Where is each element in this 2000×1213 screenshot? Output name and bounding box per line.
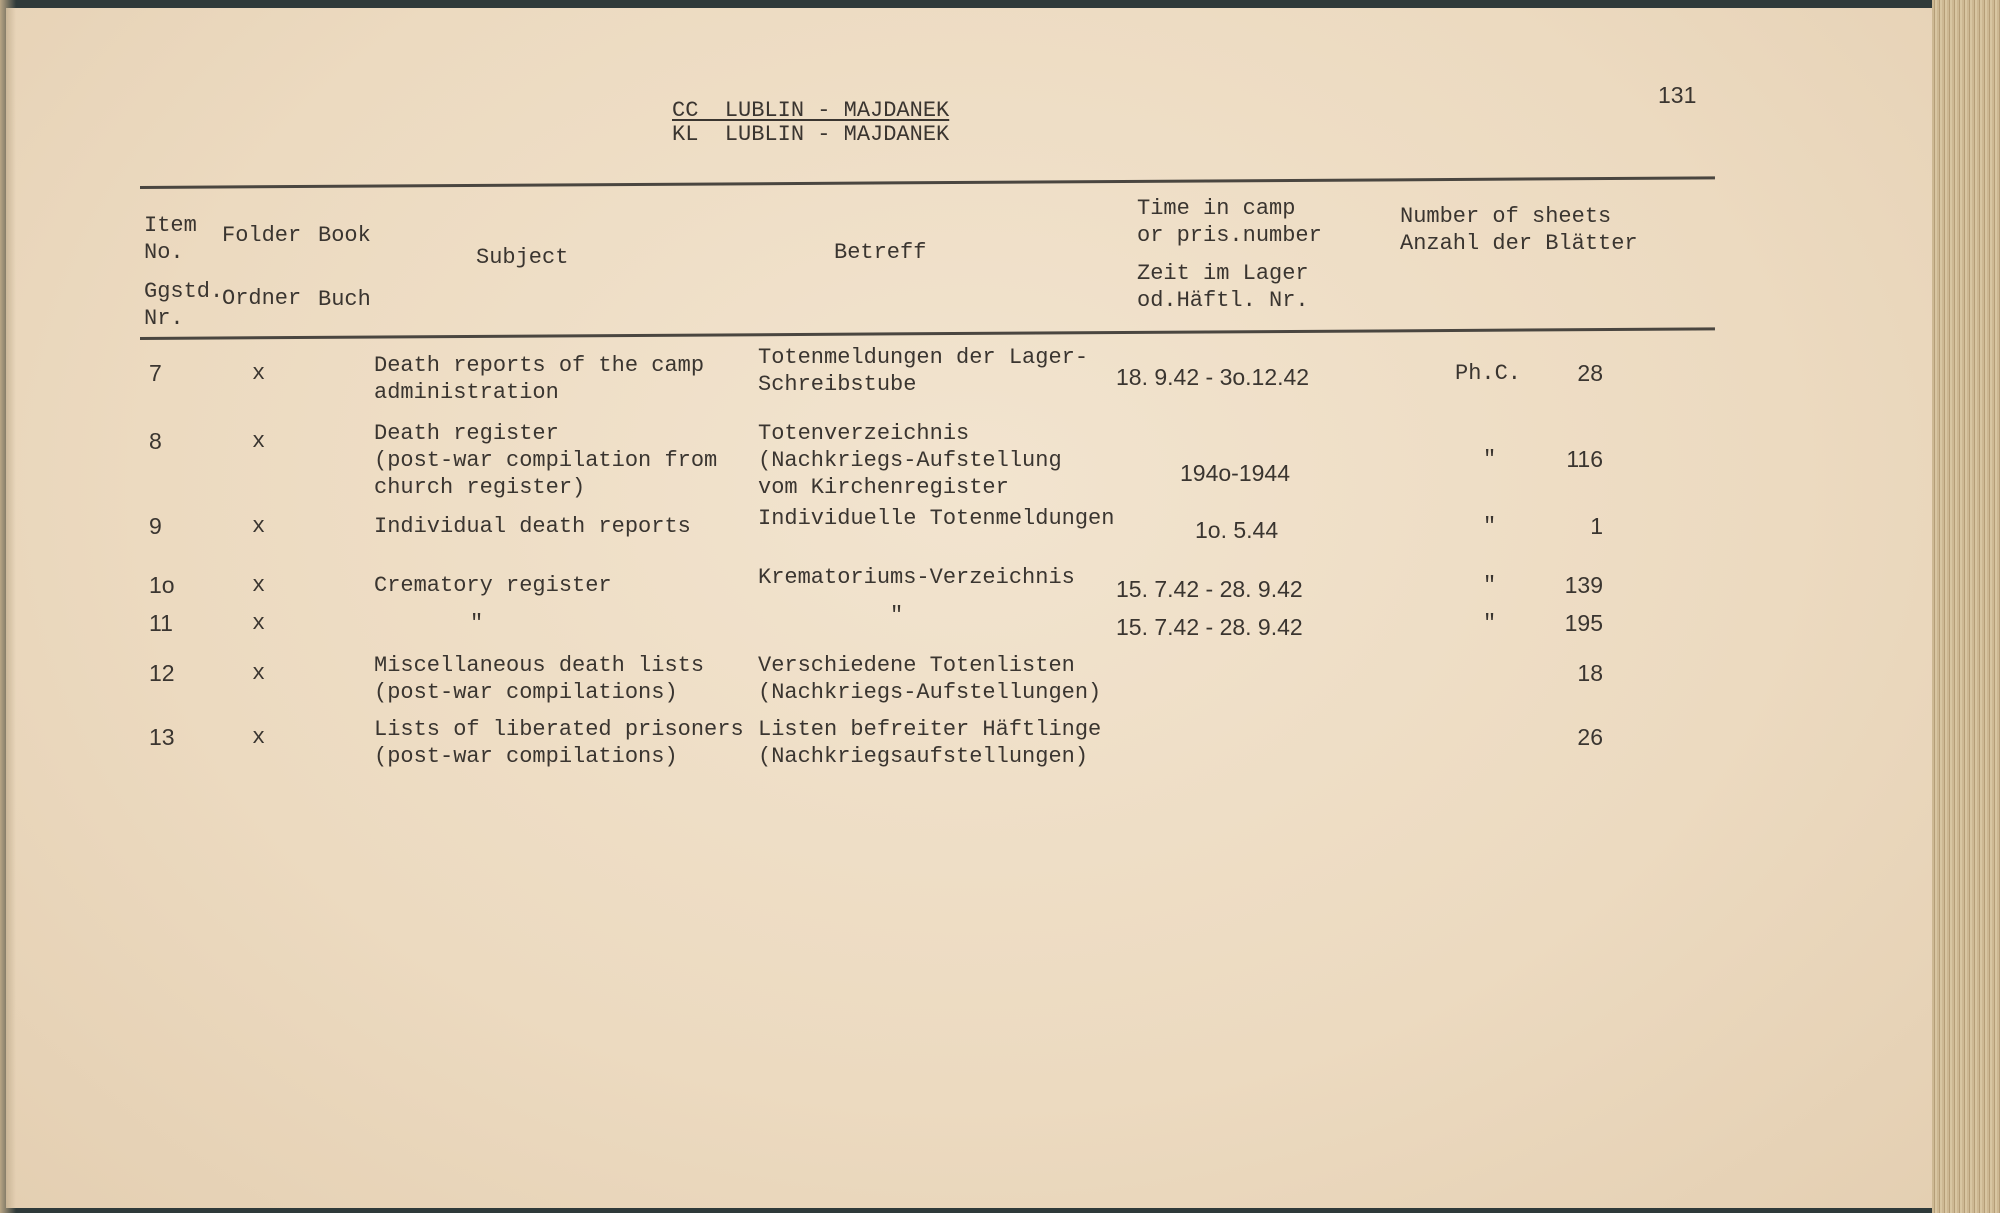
- row-folder-mark: x: [252, 361, 266, 386]
- row-sheet-count: 1: [1590, 513, 1603, 539]
- row-folder-mark: x: [252, 573, 266, 598]
- row-time-in-camp: 194o-1944: [1180, 460, 1290, 486]
- row-sheet-count: 28: [1577, 360, 1603, 386]
- row-subject: ": [470, 611, 484, 636]
- row-betreff: Verschiedene Totenlisten (Nachkriegs-Aufstellungen): [758, 653, 1102, 705]
- row-record-type: ": [1483, 573, 1497, 598]
- row-item-number: 1o: [149, 572, 175, 598]
- row-item-number: 9: [149, 513, 162, 539]
- row-betreff: Totenverzeichnis (Nachkriegs-Aufstellung vom Kirchenregister: [758, 421, 1062, 500]
- row-item-number: 12: [149, 660, 175, 686]
- book-page-edges: [1932, 0, 2000, 1213]
- row-time-in-camp: 15. 7.42 - 28. 9.42: [1116, 576, 1303, 602]
- row-record-type: ": [1483, 514, 1497, 539]
- row-subject: Lists of liberated prisoners (post-war compilations): [374, 717, 744, 769]
- row-sheet-count: 116: [1566, 446, 1603, 472]
- row-betreff: Totenmeldungen der Lager- Schreibstube: [758, 345, 1089, 397]
- row-record-type: ": [1483, 447, 1497, 472]
- row-item-number: 8: [149, 428, 162, 454]
- page-shadow: [0, 0, 16, 1213]
- row-subject: Crematory register: [374, 573, 612, 598]
- header-time-de: Zeit im Lager od.Häftl. Nr.: [1137, 261, 1309, 313]
- row-sheet-count: 26: [1577, 724, 1603, 750]
- row-betreff: Krematoriums-Verzeichnis: [758, 565, 1075, 590]
- row-betreff: Listen befreiter Häftlinge (Nachkriegsaufstellungen): [758, 717, 1102, 769]
- header-item-no: Item No.: [144, 213, 197, 265]
- header-book: Book: [318, 223, 371, 248]
- title-line-german: KL LUBLIN - MAJDANEK: [672, 122, 950, 147]
- row-record-type: ": [1483, 611, 1497, 636]
- row-sheet-count: 18: [1577, 660, 1603, 686]
- row-subject: Death register (post-war compilation from church register): [374, 421, 718, 500]
- row-betreff: Individuelle Totenmeldungen: [758, 506, 1115, 531]
- header-folder: Folder: [222, 223, 302, 248]
- title-line-english: CC LUBLIN - MAJDANEK: [672, 98, 950, 123]
- header-item-no-de: Ggstd. Nr.: [144, 279, 224, 331]
- row-subject: Miscellaneous death lists (post-war compilations): [374, 653, 705, 705]
- row-item-number: 7: [149, 360, 162, 386]
- row-folder-mark: x: [252, 429, 266, 454]
- row-sheet-count: 195: [1564, 610, 1603, 636]
- row-time-in-camp: 18. 9.42 - 3o.12.42: [1116, 364, 1310, 390]
- row-subject: Death reports of the camp administration: [374, 353, 705, 405]
- row-time-in-camp: 15. 7.42 - 28. 9.42: [1116, 614, 1303, 640]
- row-betreff: ": [890, 603, 904, 628]
- row-item-number: 13: [149, 724, 175, 750]
- header-subject: Subject: [476, 245, 569, 270]
- row-item-number: 11: [149, 610, 173, 636]
- header-sheets: Number of sheets Anzahl der Blätter: [1400, 204, 1638, 256]
- header-folder-de: Ordner: [222, 286, 302, 311]
- page-number: 131: [1658, 82, 1697, 108]
- row-folder-mark: x: [252, 725, 266, 750]
- header-book-de: Buch: [318, 287, 371, 312]
- row-subject: Individual death reports: [374, 514, 691, 539]
- row-folder-mark: x: [252, 611, 266, 636]
- row-folder-mark: x: [252, 661, 266, 686]
- row-folder-mark: x: [252, 514, 266, 539]
- row-sheet-count: 139: [1564, 572, 1603, 598]
- header-betreff: Betreff: [834, 240, 927, 265]
- row-time-in-camp: 1o. 5.44: [1195, 517, 1279, 543]
- header-time: Time in camp or pris.number: [1137, 196, 1322, 248]
- row-record-type: Ph.C.: [1455, 361, 1522, 386]
